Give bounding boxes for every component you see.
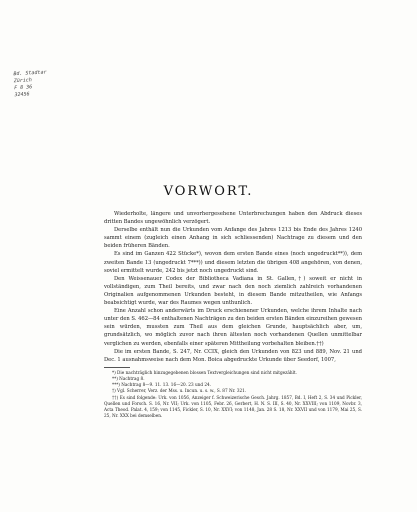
- paragraph: Die im ersten Bande, S. 247, Nr. CCIX, gleich den Urkunden von 823 und 889, Nov. 21 und Dec. 1 ausnahmsweise nach dem Mon. Boica abgedruckte Urkunde über Seedorf, 1007,: [104, 348, 362, 363]
- paragraph: Wiederholte, längere und unvorhergesehene Unterbrechungen haben den Abdruck dieses dritten Bandes ungewöhnlich verzögert.: [104, 211, 362, 226]
- stamp-line: F 8 36: [14, 84, 33, 92]
- stamp-line: Zürich: [13, 77, 33, 85]
- library-stamp: [13, 69, 60, 99]
- paragraph: Derselbe enthält nun die Urkunden vom Anfange des Jahres 1213 bis Ende des Jahres 1240 sammt einem (zugleich einen Anhang in sich schliessenden) Nachtrage zu diesem und den beiden früheren Bänden.: [104, 227, 362, 250]
- footnote: *) Die nachträglich hinzugegebenen blossen Textvergleichungen sind nicht mitgezählt.: [112, 369, 297, 375]
- footnote: †) Vgl. Scherrer, Verz. der Mss. u. Incun. u. s. w., S. 87 Nr. 321.: [112, 388, 247, 394]
- footnotes: [104, 370, 362, 420]
- paragraph: Den Weissenauer Codex der Bibliotheca Vadiana in St. Gallen,†) soweit er nicht in vollständigen, zum Theil bereits, und zwar nach den noch ziemlich zahlreich vorhandenen Originalien aufgenommenen Urkunden besteht, in diesem Bande mitzutheilen, wie Anfangs beabsichtigt wurde, war des Raumes wegen unthunlich.: [104, 275, 362, 307]
- footnote: **) Nachtrag 8.: [112, 375, 145, 381]
- stamp-line: Bd. Stadtar: [13, 69, 47, 78]
- footnote: ***) Nachtrag 8—9. 11. 13. 16—20. 23 und 24.: [112, 382, 212, 388]
- paragraph: Es sind im Ganzen 422 Stücke*), wovon dem ersten Bande eines (noch ungedruckt**)), dem zweiten Bande 13 (ungedruckt 7***)) und diesem letzten die übrigen 408 angehören, von denen, soviel ermittelt wurde, 242 bis jetzt noch ungedruckt sind.: [104, 251, 362, 274]
- footnote-divider: [104, 367, 130, 368]
- stamp-line: 32456: [14, 91, 30, 99]
- paragraph: Eine Anzahl schon anderwärts im Druck erschienener Urkunden, welche ihrem Inhalte nach unter den S. 462—84 enthaltenen Nachträgen zu den beiden ersten Bänden einzureihen gewesen sein würden, mussten zum Theil aus dem gleichen Grunde, hauptsächlich aber, um, grundsätzlich, wo möglich zuvor nach ihren ältesten noch vorhandenen Quellen unmittelbar verglichen zu werden, ebenfalls einer späteren Mittheilung vorbehalten bleiben.††): [104, 308, 362, 347]
- page-title: VORWORT.: [163, 184, 254, 199]
- footnote: ††) Es sind folgende: Urk. von 1056, Anzeiger f. Schweizerische Gesch. Jahrg. 1857, Bd. I, Heft 2, S. 34 und Pickler, Quellen und Forsch. S. 16, Nr. VII; Urk. von 1105, Febr. 26, Gerbert, H. N. S. III, S. 40, Nr. XXVIII; von 1109, Novbr. 3, Acta Theod. Palat. 4, 159; von 1145, Fickler, S. 10, Nr. XXVI; von 1148, Jan. 28 S. 18, Nr. XXVII und von 1179, Mai 25, S. 25, Nr. XXX bei demselben.: [104, 394, 362, 419]
- preface-body: [104, 210, 362, 419]
